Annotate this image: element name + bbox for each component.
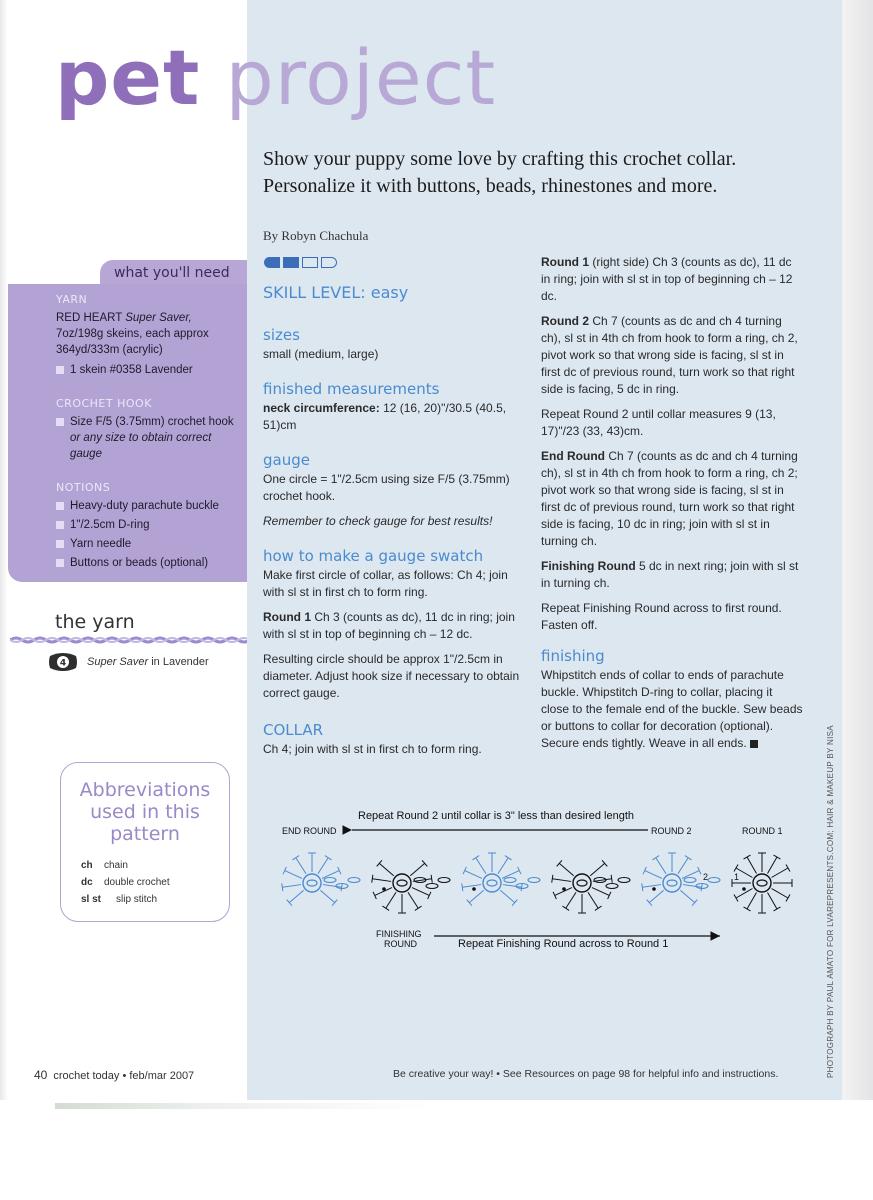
chain-stitch xyxy=(348,878,360,883)
dc-stitch xyxy=(590,863,604,875)
gauge-text: One circle = 1"/2.5cm using size F/5 (3.75mm) crochet hook. xyxy=(263,472,510,503)
skill-level-icon xyxy=(264,257,337,268)
slip-stitch-dot xyxy=(472,887,476,891)
yarn-brand-prefix: RED HEART xyxy=(56,312,126,324)
notion-item xyxy=(56,517,237,533)
ring-circle xyxy=(393,874,411,892)
dc-stitch-top xyxy=(734,895,738,902)
swatch-heading: how to make a gauge swatch xyxy=(263,547,484,565)
page-gutter-shadow xyxy=(0,0,8,1100)
chain-stitch xyxy=(438,878,450,883)
abbreviation-value: slip stitch xyxy=(116,894,158,905)
dc-stitch-top xyxy=(595,906,602,910)
yarn-color: in Lavender xyxy=(148,656,209,668)
dc-stitch-top xyxy=(415,906,422,910)
dc-stitch xyxy=(285,871,302,879)
abbreviation-key: dc xyxy=(81,877,93,888)
notions-category: NOTIONS xyxy=(56,481,111,494)
dc-stitch xyxy=(476,858,486,874)
dc-stitch-top xyxy=(552,875,553,883)
dc-stitch-top xyxy=(372,875,373,883)
abbreviation-value: chain xyxy=(104,860,128,871)
dc-stitch xyxy=(656,858,666,874)
hook-note: or any size to obtain correct gauge xyxy=(70,432,212,460)
dc-stitch-top xyxy=(774,907,781,911)
swatch-round1-label: Round 1 xyxy=(263,610,311,624)
yarn-weight-number: 4 xyxy=(59,658,67,669)
bullet-icon xyxy=(56,540,64,548)
finishing-round-para xyxy=(541,558,803,592)
finished-heading: finished measurements xyxy=(263,380,440,398)
round1-para xyxy=(541,254,803,305)
collar-text: Ch 4; join with sl st in first ch to form ring. xyxy=(263,742,482,756)
hook-size: Size F/5 (3.75mm) crochet hook xyxy=(70,416,234,428)
yarn-strand-image xyxy=(10,636,247,644)
the-yarn-heading: the yarn xyxy=(55,611,135,633)
dc-stitch xyxy=(386,892,396,908)
dc-stitch-top xyxy=(652,856,659,860)
dc-stitch-top xyxy=(282,883,283,891)
abbreviation-key: ch xyxy=(81,860,93,871)
chain-loop xyxy=(757,880,767,886)
dc-stitch xyxy=(768,857,778,873)
notion-item xyxy=(56,536,237,552)
skill-bar-2 xyxy=(283,257,299,268)
dc-stitch-top xyxy=(786,895,790,902)
dc-stitch xyxy=(593,879,612,882)
dc-stitch xyxy=(772,889,788,899)
abbreviation-row xyxy=(81,874,219,891)
dc-stitch-top xyxy=(611,875,612,883)
dc-stitch xyxy=(680,890,694,902)
skill-level-heading: SKILL LEVEL: easy xyxy=(263,283,409,302)
ring-circle xyxy=(573,874,591,892)
footer-left xyxy=(34,1068,194,1082)
neck-circumference-label: neck circumference: xyxy=(263,401,380,415)
dc-stitch-top xyxy=(462,883,463,891)
end-round-para xyxy=(541,448,803,550)
dc-stitch xyxy=(649,890,663,902)
dc-stitch xyxy=(772,868,788,878)
round1-text: (right side) Ch 3 (counts as dc), 11 dc in ring; join with sl st in top of beginning ch – 12 dc. xyxy=(541,255,793,303)
dc-stitch xyxy=(500,890,514,902)
dc-stitch-top xyxy=(734,865,738,872)
dc-stitch xyxy=(469,890,483,902)
title-word-project: project xyxy=(225,33,497,122)
footer-right: Be creative your way! • See Resources on page 98 for helpful info and instructions. xyxy=(393,1068,779,1080)
dc-stitch xyxy=(552,879,571,882)
dc-stitch xyxy=(410,863,424,875)
dc-stitch xyxy=(320,890,334,902)
skill-bar-4 xyxy=(321,257,337,268)
abbreviation-value: double crochet xyxy=(104,877,170,888)
notion-item xyxy=(56,498,237,514)
round2-label: Round 2 xyxy=(541,314,589,328)
dc-stitch-top xyxy=(642,883,643,891)
yarn-name xyxy=(87,656,209,668)
dc-stitch xyxy=(678,858,688,874)
label-finishing-round: ROUND xyxy=(384,939,417,949)
notion-text: 1"/2.5cm D-ring xyxy=(70,519,150,531)
yarn-brand: Super Saver, xyxy=(125,312,192,324)
chain-loop xyxy=(577,880,587,886)
title-word-pet: pet xyxy=(55,33,201,122)
swatch-section xyxy=(263,548,525,702)
next-page-edge xyxy=(842,0,873,1100)
round1-label: Round 1 xyxy=(541,255,589,269)
abbreviation-row xyxy=(81,857,219,874)
chain-stitch xyxy=(426,884,438,889)
dc-stitch-top xyxy=(341,883,342,891)
sizes-text: small (medium, large) xyxy=(263,347,379,361)
abbreviations-list xyxy=(81,857,219,908)
ring-circle xyxy=(483,874,501,892)
dc-stitch-top xyxy=(744,855,751,859)
gauge-section xyxy=(263,452,525,530)
dc-stitch-top xyxy=(701,883,702,891)
photo-credit: PHOTOGRAPH BY PAUL AMATO FOR LVAREPRESENTS.COM; HAIR & MAKEUP BY NISA xyxy=(826,725,835,1078)
byline: By Robyn Chachula xyxy=(263,228,369,243)
yarn-weight-icon xyxy=(48,652,78,672)
dc-stitch-top xyxy=(382,906,389,910)
label-round-1: ROUND 1 xyxy=(742,826,783,836)
end-mark-icon xyxy=(750,740,758,748)
gauge-note: Remember to check gauge for best results! xyxy=(263,514,493,528)
what-you-need-tab: what you'll need xyxy=(100,260,247,286)
diagram-number-2: 2 xyxy=(703,872,709,882)
bullet-icon xyxy=(56,418,64,426)
finished-measurements-section xyxy=(263,381,525,434)
dc-stitch xyxy=(683,885,702,888)
pattern-column-1 xyxy=(263,284,525,772)
dc-stitch-top xyxy=(431,875,432,883)
swatch-p3: Resulting circle should be approx 1"/2.5cm in diameter. Adjust hook size if necessary to obtain correct gauge. xyxy=(263,652,520,700)
dc-stitch xyxy=(412,888,429,896)
chain-loop xyxy=(397,880,407,886)
chain-loop xyxy=(667,880,677,886)
dc-stitch xyxy=(413,879,432,882)
hook-item-text xyxy=(70,414,237,462)
finishing-text: Whipstitch ends of collar to ends of parachute buckle. Whipstitch D-ring to collar, placing it close to the female end of the buckle. Sew beads or buttons to collar for decoration (optional). Secure ends tightly. Weave in all ends. xyxy=(541,668,803,750)
finishing-round-text: 5 dc in next ring; join with sl st in turning ch. xyxy=(541,559,799,590)
finishing-round-label: Finishing Round xyxy=(541,559,636,573)
repeat-round2-para: Repeat Round 2 until collar measures 9 (13, 17)"/23 (33, 43)cm. xyxy=(541,407,776,438)
dc-stitch xyxy=(747,893,757,909)
chain-stitch xyxy=(606,884,618,889)
dc-stitch xyxy=(465,871,482,879)
dc-stitch xyxy=(372,879,391,882)
end-round-text: Ch 7 (counts as dc and ch 4 turning ch), sl st in 4th ch from hook to form a ring, ch 2; pivot work so that wrong side is facing, sl st in first dc of previous round, turn work so that right side is facing, 10 dc in ring; join with sl st in turning ch. xyxy=(541,449,798,548)
notion-text: Heavy-duty parachute buckle xyxy=(70,500,219,512)
dc-stitch xyxy=(645,871,662,879)
bullet-icon xyxy=(56,366,64,374)
end-round-label: End Round xyxy=(541,449,605,463)
dc-stitch xyxy=(379,863,393,875)
dc-stitch-top xyxy=(744,907,751,911)
dc-stitch xyxy=(462,885,481,888)
hook-group xyxy=(56,396,237,462)
neck-circumference-value: 12 (16, 20)"/30.5 (40.5, 51)cm xyxy=(263,401,507,432)
bullet-icon xyxy=(56,521,64,529)
ring-circle xyxy=(303,874,321,892)
dc-stitch xyxy=(408,892,418,908)
intro-text: Show your puppy some love by crafting this crochet collar. Personalize it with buttons, beads, rhinestones and more. xyxy=(263,148,737,197)
round2-text: Ch 7 (counts as dc and ch 4 turning ch), sl st in 4th ch from hook to form a ring, ch 2, pivot work so that wrong side is facing, sl st in first dc of previous round, turn work so that right side is facing, 5 dc in ring. xyxy=(541,314,798,396)
pattern-column-2 xyxy=(541,254,803,752)
ring-circle xyxy=(753,874,771,892)
swatch-p1: Make first circle of collar, as follows: Ch 4; join with sl st in first ch to form ring. xyxy=(263,568,508,599)
chain-stitch xyxy=(618,878,630,883)
page-number: 40 xyxy=(34,1068,48,1082)
what-you-need-box xyxy=(8,284,247,582)
crochet-stitch-diagram xyxy=(262,805,822,955)
stitch-motifs xyxy=(282,853,792,913)
dc-stitch xyxy=(289,890,303,902)
dc-stitch xyxy=(592,888,609,896)
dc-stitch xyxy=(768,893,778,909)
chain-stitch xyxy=(324,878,336,883)
bullet-icon xyxy=(56,559,64,567)
magazine-issue: crochet today • feb/mar 2007 xyxy=(53,1070,195,1082)
dc-stitch-top xyxy=(774,855,781,859)
abbreviations-box xyxy=(60,762,230,922)
dc-stitch xyxy=(323,885,342,888)
dc-stitch-top xyxy=(786,865,790,872)
yarn-item xyxy=(56,362,237,378)
dc-stitch xyxy=(566,892,576,908)
dc-stitch xyxy=(296,858,306,874)
dc-stitch-top xyxy=(521,883,522,891)
dc-stitch-top xyxy=(292,856,299,860)
yarn-spec: 7oz/198g skeins, each approx 364yd/333m (acrylic) xyxy=(56,328,209,356)
diagram-top-caption: Repeat Round 2 until collar is 3" less than desired length xyxy=(358,810,635,822)
ring-circle xyxy=(663,874,681,892)
collar-heading: COLLAR xyxy=(263,721,324,739)
dc-stitch-top xyxy=(472,856,479,860)
notions-group xyxy=(56,480,237,571)
round2-para xyxy=(541,313,803,398)
bullet-icon xyxy=(56,502,64,510)
dc-stitch-top xyxy=(685,856,692,860)
notion-text: Buttons or beads (optional) xyxy=(70,557,209,569)
abbreviations-title: Abbreviations used in this pattern xyxy=(79,779,211,845)
dc-stitch-top xyxy=(325,856,332,860)
dc-stitch xyxy=(588,892,598,908)
dc-stitch xyxy=(559,863,573,875)
label-end-round: END ROUND xyxy=(282,826,337,836)
sizes-heading: sizes xyxy=(263,326,300,344)
swatch-round1-text: Ch 3 (counts as dc), 11 dc in ring; join with sl st in top of beginning ch – 12 dc. xyxy=(263,610,515,641)
skill-bar-1 xyxy=(264,257,280,268)
yarn-group xyxy=(56,292,237,378)
swatch-round1 xyxy=(263,609,525,643)
slip-stitch-dot xyxy=(742,887,746,891)
finishing-text-wrap xyxy=(541,667,803,752)
chain-stitch xyxy=(684,878,696,883)
dc-stitch xyxy=(747,857,757,873)
skill-bar-3 xyxy=(302,257,318,268)
abbreviation-row xyxy=(81,891,219,908)
hook-item xyxy=(56,414,237,462)
dc-stitch-top xyxy=(505,856,512,860)
diagram-bottom-caption: Repeat Finishing Round across to Round 1 xyxy=(458,938,669,950)
yarn-description xyxy=(56,310,237,358)
dc-stitch xyxy=(642,885,661,888)
yarn-brand-name: Super Saver xyxy=(87,656,149,668)
page-title xyxy=(55,33,497,122)
notion-item xyxy=(56,555,237,571)
yarn-item-text: 1 skein #0358 Lavender xyxy=(70,364,193,376)
chain-loop xyxy=(487,880,497,886)
chain-stitch xyxy=(504,878,516,883)
chain-loop xyxy=(307,880,317,886)
sizes-section xyxy=(263,327,525,363)
yarn-category: YARN xyxy=(56,293,88,306)
abbreviation-key: sl st xyxy=(81,894,102,905)
diagram-number-1: 1 xyxy=(734,872,740,882)
dc-stitch-top xyxy=(562,906,569,910)
finishing-heading: finishing xyxy=(541,647,605,665)
chain-stitch xyxy=(708,878,720,883)
notion-text: Yarn needle xyxy=(70,538,132,550)
label-round-2: ROUND 2 xyxy=(651,826,692,836)
label-finishing: FINISHING xyxy=(376,929,422,939)
scan-artifact xyxy=(55,1103,435,1109)
chain-stitch xyxy=(528,878,540,883)
slip-stitch-dot xyxy=(652,887,656,891)
dc-stitch xyxy=(498,858,508,874)
finishing-repeat-para: Repeat Finishing Round across to first round. Fasten off. xyxy=(541,601,782,632)
gauge-heading: gauge xyxy=(263,451,310,469)
collar-section xyxy=(263,722,525,758)
dc-stitch xyxy=(282,885,301,888)
dc-stitch xyxy=(503,885,522,888)
hook-category: CROCHET HOOK xyxy=(56,397,152,410)
finished-text xyxy=(263,400,525,434)
dc-stitch xyxy=(318,858,328,874)
